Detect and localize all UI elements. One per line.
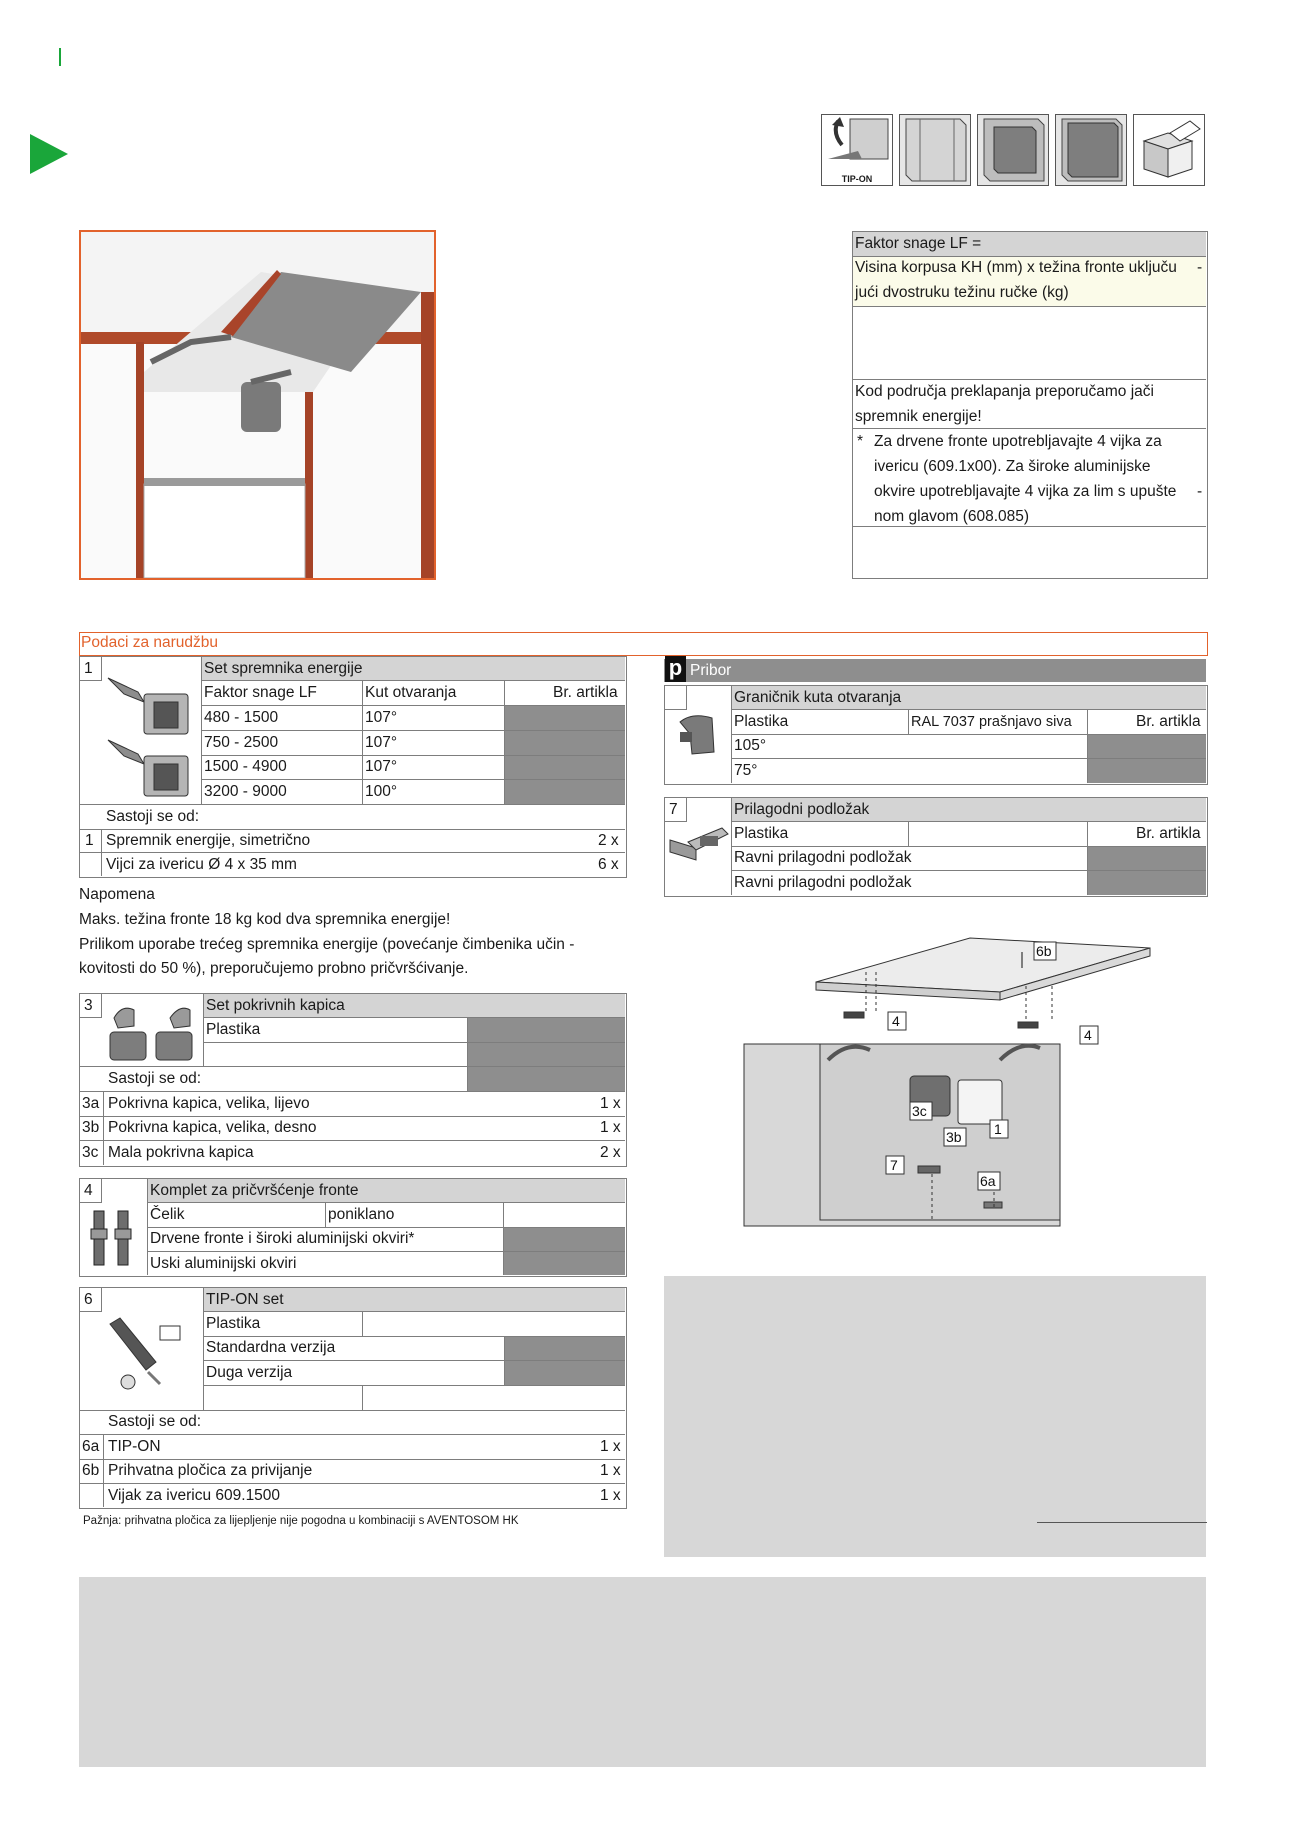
- front-type-icon-wood: [899, 114, 971, 186]
- set1-part-name-1: Vijci za ivericu Ø 4 x 35 mm: [106, 856, 297, 873]
- tip-on-icon: [821, 114, 893, 186]
- set1-col-angle: Kut otvaranja: [365, 684, 457, 701]
- set4-col-a: [325, 1202, 326, 1227]
- set6-part-name-1: Prihvatna pločica za privijanje: [108, 1462, 313, 1479]
- formula-note2c-dash: -: [1197, 483, 1203, 500]
- set1-lf-1: 750 - 2500: [204, 734, 279, 751]
- stopper-num-box: [664, 685, 687, 710]
- stopper-material: Plastika: [734, 713, 789, 730]
- set1-lf-0: 480 - 1500: [204, 709, 279, 726]
- formula-line1-dash: -: [1197, 259, 1203, 276]
- set6-row1: Standardna verzija: [206, 1339, 336, 1356]
- order-section-title: Podaci za narudžbu: [81, 634, 219, 651]
- set1-lf-3: 3200 - 9000: [204, 783, 287, 800]
- note-line1: Maks. težina fronte 18 kg kod dva spremnika energije!: [79, 911, 451, 928]
- tip-on-label: TIP-ON: [841, 174, 873, 184]
- formula-line-b: [853, 306, 1206, 307]
- spacer-col-art: Br. artikla: [1136, 825, 1201, 842]
- set6-num: 6: [84, 1291, 93, 1308]
- formula-note2c: okvire upotrebljavajte 4 vijka za lim s upušte: [874, 483, 1177, 500]
- set1-col-a: [362, 680, 363, 804]
- set3-title: Set pokrivnih kapica: [206, 997, 345, 1014]
- note-title: Napomena: [79, 886, 155, 903]
- set6-part-num-1: 6b: [82, 1462, 100, 1479]
- set3-product-image: [104, 1000, 200, 1062]
- set3-vline: [203, 993, 204, 1066]
- note-line2: Prilikom uporabe trećeg spremnika energije (povećanje čimbenika učin -: [79, 936, 575, 953]
- set6-parts-numcol: [103, 1434, 104, 1507]
- set6-product-image: [104, 1314, 200, 1394]
- set1-product-image: [104, 672, 198, 802]
- set1-angle-3: 100°: [365, 783, 398, 800]
- set3-art-1: [468, 1043, 625, 1066]
- set1-part-qty-1: 6 x: [598, 856, 619, 873]
- diagram-label-6a: 6a: [980, 1173, 996, 1189]
- set1-angle-2: 107°: [365, 758, 398, 775]
- installation-diagram: [740, 930, 1160, 1230]
- right-gray-panel: [664, 1276, 1206, 1557]
- set6-warning: Pažnja: prihvatna pločica za lijepljenje nije pogodna u kombinaciji s AVENTOSOM HK: [83, 1515, 519, 1527]
- diagram-label-1: 1: [994, 1121, 1002, 1137]
- diagram-label-4b: 4: [1084, 1027, 1092, 1043]
- spacer-product-image: [666, 826, 730, 870]
- set1-num: 1: [84, 660, 93, 677]
- formula-note1a: Kod područja preklapanja preporučamo jači: [855, 383, 1154, 400]
- set4-row1: Drvene fronte i široki aluminijski okviri*: [150, 1230, 415, 1247]
- set1-lf-2: 1500 - 4900: [204, 758, 287, 775]
- set3-part-num-2: 3c: [82, 1144, 99, 1161]
- accessories-header: [664, 659, 1206, 682]
- set3-part-name-1: Pokrivna kapica, velika, desno: [108, 1119, 317, 1136]
- set6-part-name-2: Vijak za ivericu 609.1500: [108, 1487, 281, 1504]
- set1-angle-1: 107°: [365, 734, 398, 751]
- formula-note2b: ivericu (609.1x00). Za široke aluminijske: [874, 458, 1151, 475]
- set4-art-1: [504, 1252, 625, 1275]
- set6-col-a: [362, 1311, 363, 1336]
- set3-part-qty-0: 1 x: [600, 1095, 621, 1112]
- formula-line1: Visina korpusa KH (mm) x težina fronte uključu: [855, 259, 1177, 276]
- front-type-icon-alu-wide: [977, 114, 1049, 186]
- set6-title: TIP-ON set: [206, 1291, 284, 1308]
- spacer-num: 7: [669, 801, 678, 818]
- spacer-material: Plastika: [734, 825, 789, 842]
- stopper-row-0: 105°: [734, 737, 767, 754]
- set3-part-num-1: 3b: [82, 1119, 100, 1136]
- set6-art-1: [505, 1361, 625, 1385]
- stopper-row-1: 75°: [734, 762, 758, 779]
- set3-part-qty-2: 2 x: [600, 1144, 621, 1161]
- set6-part-qty-2: 1 x: [600, 1487, 621, 1504]
- set3-num: 3: [84, 997, 93, 1014]
- formula-star: *: [857, 433, 864, 450]
- set6-row2: Duga verzija: [206, 1364, 293, 1381]
- set1-title: Set spremnika energije: [204, 660, 363, 677]
- spacer-row-1: Ravni prilagodni podložak: [734, 874, 912, 891]
- spacer-title: Prilagodni podložak: [734, 801, 870, 818]
- stopper-col-a: [908, 709, 909, 734]
- set6-part-qty-0: 1 x: [600, 1438, 621, 1455]
- stopper-col-art: Br. artikla: [1136, 713, 1201, 730]
- set3-material: Plastika: [206, 1021, 261, 1038]
- set4-art-0: [504, 1228, 625, 1251]
- set1-consists: Sastoji se od:: [106, 808, 200, 825]
- set1-col-art: Br. artikla: [553, 684, 618, 701]
- set4-row2: Uski aluminijski okviri: [150, 1255, 297, 1272]
- set3-part-qty-1: 1 x: [600, 1119, 621, 1136]
- set6-line-1: [203, 1311, 625, 1312]
- spacer-row-0: Ravni prilagodni podložak: [734, 849, 912, 866]
- accessories-title: Pribor: [690, 662, 732, 679]
- diagram-label-7: 7: [890, 1157, 898, 1173]
- stopper-product-image: [672, 712, 728, 758]
- order-section-header: [79, 632, 1208, 656]
- set6-line-4: [203, 1385, 625, 1386]
- set6-col-b: [362, 1385, 363, 1410]
- product-photo: [79, 230, 436, 580]
- margin-mark: [59, 48, 61, 66]
- formula-note2a: Za drvene fronte upotrebljavajte 4 vijka za: [874, 433, 1162, 450]
- cabinet-icon: [1133, 114, 1205, 186]
- set1-art-0: [505, 706, 625, 730]
- set1-art-2: [505, 756, 625, 779]
- set1-art-1: [505, 731, 625, 755]
- set6-part-qty-1: 1 x: [600, 1462, 621, 1479]
- set3-art-2: [468, 1067, 625, 1091]
- stopper-art-1: [1088, 759, 1206, 783]
- stopper-title: Graničnik kuta otvaranja: [734, 689, 902, 706]
- right-gray-panel-rule: [1037, 1522, 1207, 1523]
- spacer-art-1: [1088, 871, 1206, 895]
- formula-line2: jući dvostruku težinu ručke (kg): [855, 284, 1069, 301]
- set1-col-lf: Faktor snage LF: [204, 684, 317, 701]
- set1-part-qty-0: 2 x: [598, 832, 619, 849]
- accessories-icon: p: [665, 656, 686, 682]
- diagram-label-4a: 4: [892, 1013, 900, 1029]
- set3-consists: Sastoji se od:: [108, 1070, 202, 1087]
- set3-part-name-0: Pokrivna kapica, velika, lijevo: [108, 1095, 310, 1112]
- spacer-art-0: [1088, 847, 1206, 870]
- note-line3: kovitosti do 50 %), preporučujemo probno pričvršćivanje.: [79, 960, 469, 977]
- stopper-art-0: [1088, 735, 1206, 758]
- set3-part-name-2: Mala pokrivna kapica: [108, 1144, 254, 1161]
- diagram-label-6b: 6b: [1036, 943, 1052, 959]
- set4-num: 4: [84, 1182, 93, 1199]
- set6-art-0: [505, 1337, 625, 1360]
- set1-art-3: [505, 780, 625, 804]
- set6-material: Plastika: [206, 1315, 261, 1332]
- formula-note2d: nom glavom (608.085): [874, 508, 1030, 525]
- formula-header: Faktor snage LF =: [855, 235, 982, 252]
- set3-part-num-0: 3a: [82, 1095, 100, 1112]
- set1-part-num-0: 1: [85, 832, 94, 849]
- set3-art-0: [468, 1018, 625, 1042]
- set6-line-6: [79, 1434, 625, 1435]
- set1-angle-0: 107°: [365, 709, 398, 726]
- set4-material: Čelik: [150, 1206, 185, 1223]
- set6-vline: [203, 1287, 204, 1410]
- diagram-label-3b: 3b: [946, 1129, 962, 1145]
- play-arrow-icon: [30, 134, 70, 174]
- diagram-label-3c: 3c: [912, 1103, 927, 1119]
- set6-consists: Sastoji se od:: [108, 1413, 202, 1430]
- set4-finish: poniklano: [328, 1206, 395, 1223]
- set4-title: Komplet za pričvršćenje fronte: [150, 1182, 359, 1199]
- set4-product-image: [84, 1205, 144, 1271]
- set6-part-name-0: TIP-ON: [108, 1438, 161, 1455]
- stopper-color: RAL 7037 prašnjavo siva: [911, 714, 1072, 730]
- bottom-gray-panel: [79, 1577, 1206, 1767]
- spacer-col-a: [908, 821, 909, 846]
- set3-parts-numcol: [103, 1091, 104, 1165]
- set1-part-name-0: Spremnik energije, simetrično: [106, 832, 311, 849]
- spacer-line-1: [731, 821, 1206, 822]
- front-type-icon-alu-narrow: [1055, 114, 1127, 186]
- formula-note1b: spremnik energije!: [855, 408, 982, 425]
- set6-part-num-0: 6a: [82, 1438, 100, 1455]
